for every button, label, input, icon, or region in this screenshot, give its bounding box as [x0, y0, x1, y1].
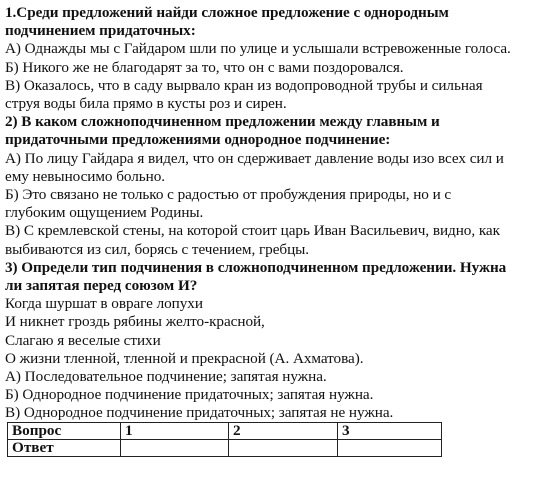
header-cell-1: 1 [121, 423, 229, 440]
question-1-option-a: А) Однажды мы с Гайдаром шли по улице и услышали встревоженные голоса. [5, 40, 511, 58]
row-label-answer: Ответ [8, 440, 121, 457]
question-1-option-c-continued: струя воды била прямо в кусты роз и сирен. [5, 95, 287, 113]
question-2-option-a-continued: ему невыносимо больно. [5, 167, 166, 185]
poem-line-1: Когда шуршат в овраге лопухи [5, 295, 203, 313]
question-1-option-b: Б) Никого же не благодарят за то, что он с вами поздоровался. [5, 58, 404, 76]
header-cell-question: Вопрос [8, 423, 121, 440]
question-3 [5, 259, 539, 423]
question-3-option-c: В) Однородное подчинение придаточных; запятая не нужна. [5, 404, 394, 422]
header-cell-2: 2 [229, 423, 338, 440]
answer-cell-3[interactable] [338, 440, 442, 457]
poem-line-2: И никнет гроздь рябины желто-красной, [5, 313, 265, 331]
question-2-title-line-1: 2) В каком сложноподчиненном предложении между главным и [5, 113, 440, 131]
question-3-title-line-1: 3) Определи тип подчинения в сложноподчиненном предложении. Нужна [5, 258, 507, 276]
header-cell-3: 3 [338, 423, 442, 440]
answer-cell-1[interactable] [121, 440, 229, 457]
worksheet [5, 4, 539, 423]
question-2-option-a: А) По лицу Гайдара я видел, что он сдерживает давление воды изо всех сил и [5, 149, 504, 167]
poem-line-4: О жизни тленной, тленной и прекрасной (А. Ахматова). [5, 349, 364, 367]
answer-cell-2[interactable] [229, 440, 338, 457]
question-1 [5, 4, 539, 113]
answer-table-header-row [8, 423, 442, 440]
question-3-option-b: Б) Однородное подчинение придаточных; запятая нужна. [5, 386, 374, 404]
question-2-title-line-2: придаточными предложениями однородное подчинение: [5, 131, 391, 149]
question-2-option-c-continued: выбиваются из сил, борясь с течением, гребцы. [5, 240, 310, 258]
question-3-title-line-2: ли запятая перед союзом И? [5, 277, 198, 295]
question-1-option-c: В) Оказалось, что в саду вырвало кран из водопроводной трубы и сильная [5, 76, 483, 94]
question-2-option-c: В) С кремлевской стены, на которой стоит царь Иван Васильевич, видно, как [5, 222, 500, 240]
question-2-option-b-continued: глубоким ощущением Родины. [5, 204, 204, 222]
question-1-title-line-1: 1.Среди предложений найди сложное предложение с однородным [5, 4, 449, 21]
answer-table-answer-row [8, 440, 442, 457]
question-1-title-line-2: подчинением придаточных: [5, 22, 196, 40]
question-3-option-a: А) Последовательное подчинение; запятая нужна. [5, 368, 327, 386]
question-2-option-b: Б) Это связано не только с радостью от пробуждения природы, но и с [5, 186, 452, 204]
poem-line-3: Слагаю я веселые стихи [5, 331, 161, 349]
answer-table [7, 422, 442, 457]
question-2 [5, 113, 539, 259]
